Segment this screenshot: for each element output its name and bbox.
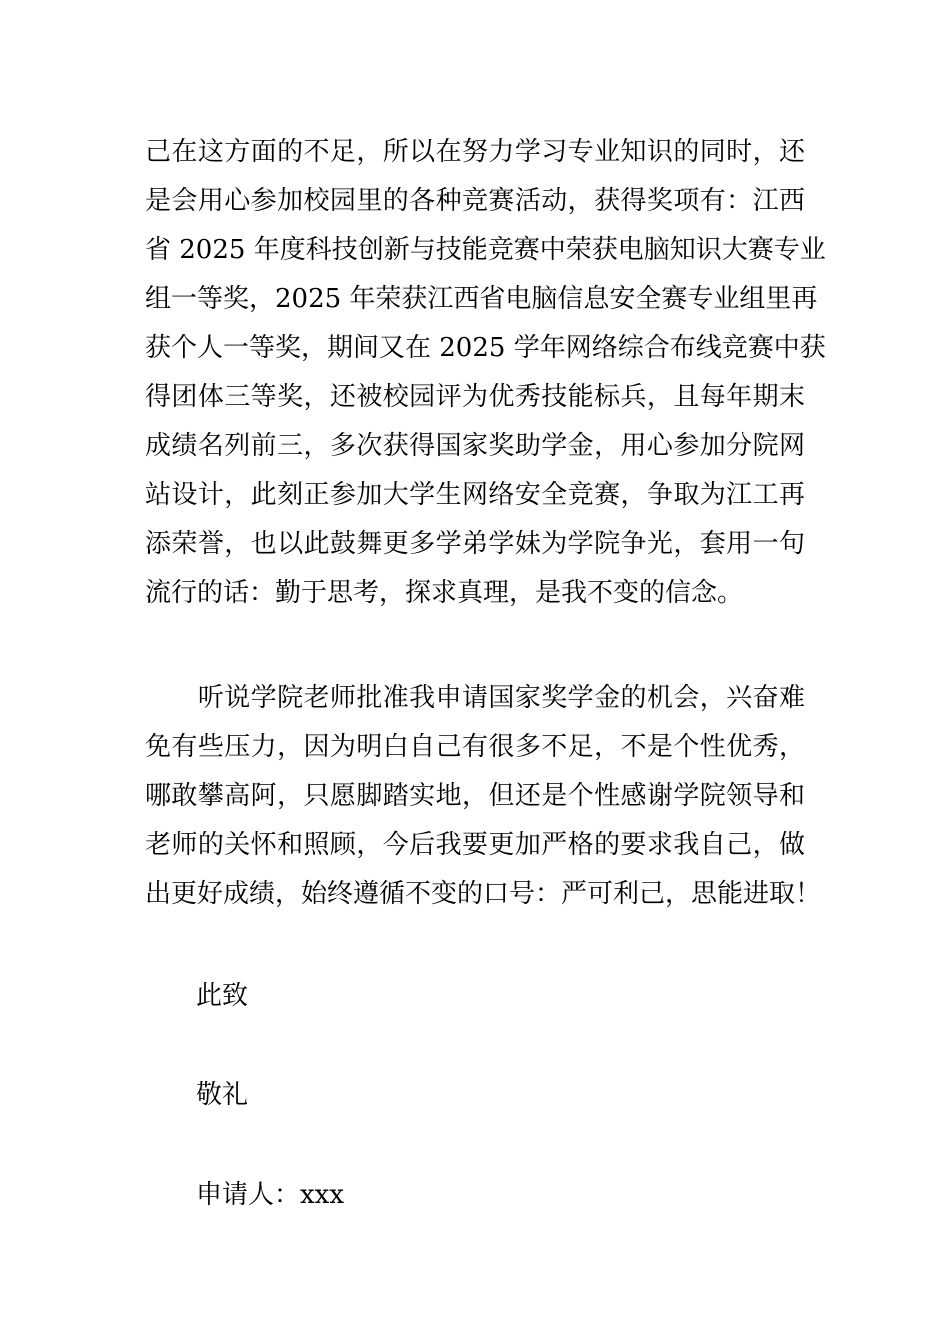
paragraph-awards <box>145 128 826 618</box>
signature-line: 申请人：xxx <box>196 1180 344 1210</box>
text-line: 添荣誉，也以此鼓舞更多学弟学妹为学院争光，套用一句 <box>145 529 805 559</box>
text-line: 是会用心参加校园里的各种竞赛活动，获得奖项有：江西 <box>145 186 805 216</box>
text-line: 流行的话：勤于思考，探求真理，是我不变的信念。 <box>145 578 744 608</box>
text-line: 省 2025 年度科技创新与技能竞赛中荣获电脑知识大赛专业 <box>145 235 826 265</box>
text-line: 成绩名列前三，多次获得国家奖助学金，用心参加分院网 <box>145 431 805 461</box>
text-line: 站设计，此刻正参加大学生网络安全竞赛，争取为江工再 <box>145 480 805 510</box>
text-line: 老师的关怀和照顾，今后我要更加严格的要求我自己，做 <box>145 830 805 860</box>
text-line: 免有些压力，因为明白自己有很多不足，不是个性优秀， <box>145 732 805 762</box>
closing-regards: 敬礼 <box>196 1080 249 1110</box>
text-line: 听说学院老师批准我申请国家奖学金的机会，兴奋难 <box>145 683 805 713</box>
paragraph-gratitude <box>145 674 822 919</box>
text-line: 得团体三等奖，还被校园评为优秀技能标兵，且每年期末 <box>145 382 805 412</box>
text-line: 获个人一等奖，期间又在 2025 学年网络综合布线竞赛中获 <box>145 333 826 363</box>
closing-salutation: 此致 <box>196 981 249 1011</box>
text-line: 出更好成绩，始终遵循不变的口号：严可利己，思能进取！ <box>145 879 822 909</box>
text-line: 组一等奖，2025 年荣获江西省电脑信息安全赛专业组里再 <box>145 284 818 314</box>
text-line: 哪敢攀高阿，只愿脚踏实地，但还是个性感谢学院领导和 <box>145 781 805 811</box>
text-line: 己在这方面的不足，所以在努力学习专业知识的同时，还 <box>145 137 805 167</box>
